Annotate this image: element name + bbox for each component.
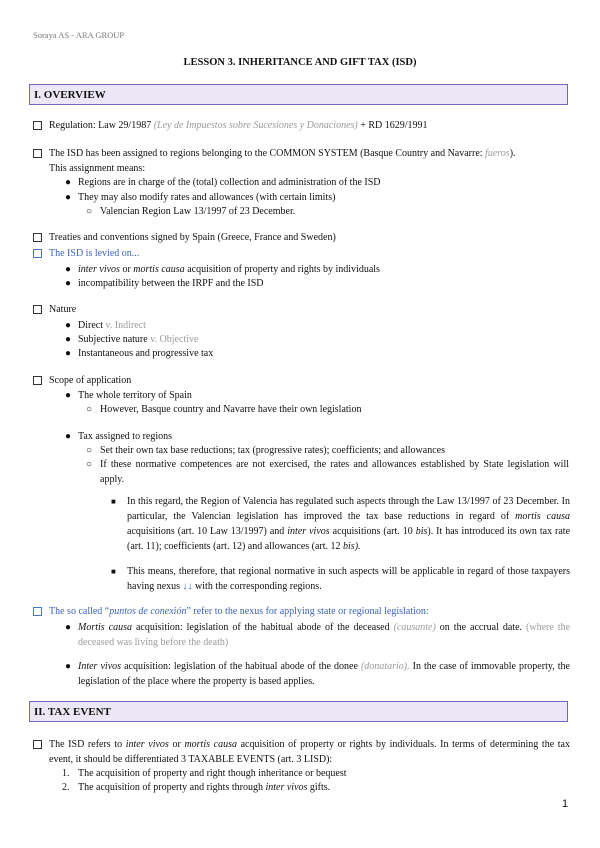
- te2-inter-vivos: inter vivos: [265, 782, 308, 793]
- p1-inter-vivos: inter vivos: [287, 526, 330, 537]
- assignment-text-a: The ISD has been assigned to regions belonging to the COMMON SYSTEM (Basque Country and Navarre:: [49, 148, 486, 159]
- bullet-tax-assigned: Tax assigned to regions: [78, 431, 173, 442]
- checkbox-scope[interactable]: [33, 376, 42, 385]
- section-heading-overview: I. OVERVIEW: [29, 84, 568, 105]
- bullet-dot: ●: [65, 192, 72, 203]
- sub-bullet-own-reductions: Set their own tax base reductions; tax (progressive rates); coefficients; and allowances: [100, 445, 445, 456]
- pc1-mortis-causa: Mortis causa: [78, 622, 132, 633]
- te-inter-vivos: inter vivos: [125, 739, 169, 750]
- te-mortis-causa: mortis causa: [184, 739, 237, 750]
- pc2-text-d: In the case of immovable property, the legislation of the place where the property is based applies.: [78, 661, 570, 687]
- bullet-direct: [78, 318, 146, 333]
- pc2-text-b: acquisition: legislation of the habitual abode of the donee: [121, 661, 361, 672]
- bullet-incompatibility: incompatibility between the IRPF and the ISD: [78, 278, 264, 289]
- checkbox-tax-event[interactable]: [33, 740, 42, 749]
- treaties-text: Treaties and conventions signed by Spain (Greece, France and Sweden): [49, 232, 336, 243]
- bullet-modify-rates: They may also modify rates and allowances (with certain limits): [78, 192, 336, 203]
- puntos-term: puntos de conexión: [109, 606, 187, 617]
- checkbox-regulation[interactable]: [33, 121, 42, 130]
- text-or: or: [119, 264, 134, 275]
- regulation-rd: + RD 1629/1991: [357, 120, 428, 131]
- p1-bis-end: bis).: [343, 541, 361, 552]
- sub-bullet-basque-navarre: However, Basque country and Navarre have their own legislation: [100, 404, 362, 415]
- checkbox-treaties[interactable]: [33, 233, 42, 242]
- page-number: 1: [562, 798, 569, 810]
- assignment-text: [49, 146, 571, 176]
- pc1-causante: (causante): [393, 622, 436, 633]
- paragraph-regional-normative: [127, 564, 570, 594]
- nature-direct: Direct: [78, 320, 106, 331]
- levied-heading: The ISD is levied on...: [49, 248, 140, 259]
- p1-text-e: acquisitions (art. 10: [329, 526, 416, 537]
- assignment-means: This assignment means:: [49, 163, 146, 174]
- checkbox-assignment[interactable]: [33, 149, 42, 158]
- bullet-dot: ●: [65, 177, 72, 188]
- bullet-instantaneous: Instantaneous and progressive tax: [78, 348, 214, 359]
- bullet-acquisition: [78, 262, 380, 277]
- te-text-e: acquisition of property or rights by individuals. In terms of determining the tax event, it should be differentiated 3 TAXABLE EVENTS (art. 3 LISD):: [49, 739, 570, 765]
- puntos-text-c: ” refer to the nexus for applying state or regional legislation:: [186, 606, 429, 617]
- section-heading-tax-event: II. TAX EVENT: [29, 701, 568, 722]
- bullet-dot: ●: [65, 622, 72, 633]
- te2-text-a: The acquisition of property and rights through: [78, 782, 266, 793]
- pc2-inter-vivos: Inter vivos: [78, 661, 122, 672]
- bullet-regions-collection: Regions are in charge of the (total) collection and administration of the ISD: [78, 177, 381, 188]
- nature-objective: v. Objective: [150, 334, 199, 345]
- p1-bis: bis: [415, 526, 428, 537]
- pc2-donatario: (donatario).: [360, 661, 410, 672]
- text-acquisition: acquisition of property and rights by individuals: [184, 264, 380, 275]
- nature-subjective: Subjective nature: [78, 334, 151, 345]
- scope-heading: Scope of application: [49, 375, 132, 386]
- p2-text-a: This means, therefore, that regional normative in such aspects will be applicable in regard of those taxpayers having nexus: [127, 566, 570, 592]
- te-text-or: or: [168, 739, 185, 750]
- sub-bullet-state-legislation: If these normative competences are not exercised, the rates and allowances established by State legislation will apply.: [100, 459, 569, 485]
- bullet-dot: ●: [65, 348, 72, 359]
- pc1-text-b: acquisition: legislation of the habitual abode of the deceased: [132, 622, 394, 633]
- bullet-dot: ●: [65, 661, 72, 672]
- bullet-dot: ●: [65, 320, 72, 331]
- checkbox-levied[interactable]: [33, 249, 42, 258]
- p1-mortis-causa: mortis causa: [515, 511, 570, 522]
- bullet-whole-territory: The whole territory of Spain: [78, 390, 192, 401]
- p1-text-g: ). It has introduced its own tax rate (art. 11); coefficients (art. 12) and allowances (art. 12: [127, 526, 571, 552]
- list-number-1: 1.: [62, 768, 70, 779]
- puntos-text-a: The so called “: [49, 606, 110, 617]
- p1-text-c: acquisitions (art. 10 Law 13/1997) and: [127, 526, 288, 537]
- te-text-a: The ISD refers to: [49, 739, 126, 750]
- square-bullet: ■: [111, 567, 116, 576]
- sub-bullet-circle: ○: [86, 459, 93, 470]
- bullet-dot: ●: [65, 264, 72, 275]
- sub-bullet-valencian-law: Valencian Region Law 13/1997 of 23 December.: [100, 206, 296, 217]
- p2-text-b: with the corresponding regions.: [192, 581, 322, 592]
- tax-event-text: [49, 737, 570, 767]
- checkbox-puntos-conexion[interactable]: [33, 607, 42, 616]
- p1-text-a: In this regard, the Region of Valencia has regulated such aspects through the Law 13/1997 of 23 December. In particular, the Valencian legislation has improved the tax base reductions in regard of: [127, 496, 570, 522]
- sub-bullet-circle: ○: [86, 404, 93, 415]
- bullet-dot: ●: [65, 390, 72, 401]
- taxable-event-1: The acquisition of property and right though inheritance or bequest: [78, 768, 347, 779]
- pc1-text-d: on the accrual date.: [435, 622, 527, 633]
- term-inter-vivos: inter vivos: [78, 264, 120, 275]
- regulation-law: Regulation: Law 29/1987: [49, 120, 154, 131]
- taxable-event-2: [78, 780, 330, 795]
- list-number-2: 2.: [62, 782, 70, 793]
- document-title: LESSON 3. INHERITANCE AND GIFT TAX (ISD): [183, 57, 417, 68]
- nature-heading: Nature: [49, 304, 77, 315]
- checkbox-nature[interactable]: [33, 305, 42, 314]
- bullet-inter-vivos-acquisition: [78, 659, 570, 689]
- bullet-dot: ●: [65, 278, 72, 289]
- regulation-law-name: (Ley de Impuestos sobre Sucesiones y Donaciones): [153, 120, 358, 131]
- bullet-dot: ●: [65, 334, 72, 345]
- bullet-mortis-causa-acquisition: [78, 620, 570, 650]
- assignment-text-c: ).: [509, 148, 516, 159]
- paragraph-valencia-regulation: [127, 494, 570, 554]
- regulation-text: [49, 118, 569, 133]
- nature-indirect: v. Indirect: [105, 320, 146, 331]
- pc1-note: (where the deceased was living before the death): [78, 622, 571, 648]
- te2-text-c: gifts.: [307, 782, 331, 793]
- bullet-subjective: [78, 332, 198, 347]
- sub-bullet-circle: ○: [86, 206, 93, 217]
- down-arrows-icon: ↓↓: [182, 581, 193, 592]
- sub-bullet-circle: ○: [86, 445, 93, 456]
- bullet-dot: ●: [65, 431, 72, 442]
- square-bullet: ■: [111, 497, 116, 506]
- puntos-conexion-heading: [49, 604, 569, 619]
- page-header: Soraya AS - ARA GROUP: [33, 30, 125, 40]
- term-mortis-causa: mortis causa: [133, 264, 185, 275]
- fueros-term: fueros: [485, 148, 510, 159]
